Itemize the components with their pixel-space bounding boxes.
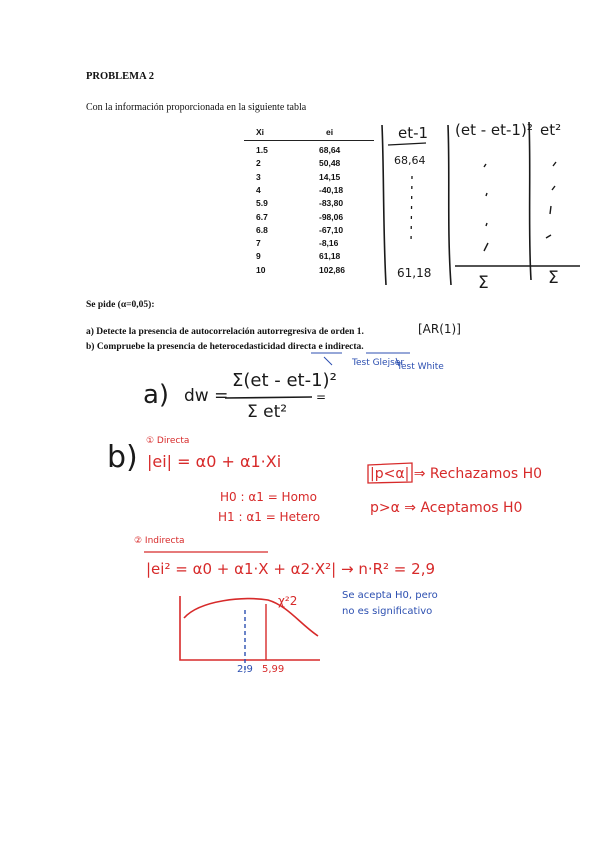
cell-xi: 6.8 xyxy=(256,224,268,235)
cell-xi: 7 xyxy=(256,238,261,249)
ar1-note: [AR(1)] xyxy=(418,322,461,336)
cell-ei: -67,10 xyxy=(319,224,344,235)
table-row xyxy=(244,225,374,237)
et1-column-header: et-1 xyxy=(398,124,429,142)
chi-square-label: χ²2 xyxy=(278,594,298,608)
cell-xi: 5.9 xyxy=(256,198,268,209)
critical-value-observed: 2,9 xyxy=(237,664,253,675)
cell-xi: 6.7 xyxy=(256,211,268,222)
cell-ei: 50,48 xyxy=(319,158,341,169)
table-row xyxy=(244,198,374,210)
white-equation: |ei² = α0 + α1·X + α2·X²| → n·R² = 2,9 xyxy=(146,560,435,578)
cell-ei: -98,06 xyxy=(319,211,344,222)
conclusion-line-1: Se acepta H0, pero xyxy=(342,590,438,601)
null-hypothesis: H0 : α1 = Homo xyxy=(220,490,317,504)
reject-rule: |p<α| ⇒ Rechazamos H0 xyxy=(370,466,543,482)
cell-ei: 61,18 xyxy=(319,251,341,262)
glejser-test-label: Test Glejser xyxy=(352,358,405,368)
cell-xi: 2 xyxy=(256,158,261,169)
dw-equals: = xyxy=(316,390,327,404)
cell-xi: 1.5 xyxy=(256,145,268,155)
problem-title: PROBLEMA 2 xyxy=(86,71,154,82)
part-b-label: b) xyxy=(107,440,138,475)
sigma-diff: Σ xyxy=(478,273,489,293)
question-a: a) Detecte la presencia de autocorrelación autorregresiva de orden 1. xyxy=(86,327,364,337)
table-row xyxy=(244,185,374,197)
dw-denominator: Σ et² xyxy=(247,402,288,422)
glejser-equation: |ei| = α0 + α1·Xi xyxy=(147,452,282,471)
cell-ei: -40,18 xyxy=(319,184,344,195)
table-row xyxy=(244,212,374,224)
diff-squared-column-header: (et - et-1)² xyxy=(455,121,533,139)
header-xi: Xi xyxy=(256,127,265,137)
alpha-note: Se pide (α=0,05): xyxy=(86,300,155,310)
question-b: b) Compruebe la presencia de heterocedasticidad directa e indirecta. xyxy=(86,342,364,352)
cell-xi: 4 xyxy=(256,184,261,195)
dw-symbol: dw = xyxy=(184,386,229,406)
cell-ei: 68,64 xyxy=(319,145,341,155)
alt-hypothesis: H1 : α1 = Hetero xyxy=(218,510,321,524)
cell-ei: 14,15 xyxy=(319,171,341,182)
header-ei: ei xyxy=(326,127,334,137)
accept-rule: p>α ⇒ Aceptamos H0 xyxy=(370,500,523,516)
cell-ei: -83,80 xyxy=(319,198,344,209)
header-rule xyxy=(244,140,374,141)
cell-xi: 3 xyxy=(256,171,261,182)
sigma-et2: Σ xyxy=(548,268,559,288)
direct-tag: ① Directa xyxy=(146,436,190,446)
white-test-label: Test White xyxy=(397,362,444,372)
problem-intro: Con la información proporcionada en la siguiente tabla xyxy=(86,102,307,113)
cell-xi: 9 xyxy=(256,251,261,262)
table-row xyxy=(244,238,374,250)
critical-value-table: 5,99 xyxy=(262,664,285,675)
conclusion-line-2: no es significativo xyxy=(342,606,433,617)
table-row xyxy=(244,172,374,184)
cell-ei: -8,16 xyxy=(319,238,339,249)
table-row xyxy=(244,145,374,157)
et1-first-value: 68,64 xyxy=(394,154,426,167)
cell-xi: 10 xyxy=(256,264,266,275)
table-row xyxy=(244,251,374,263)
et1-last-value: 61,18 xyxy=(397,266,432,280)
dw-numerator: Σ(et - et-1)² xyxy=(232,370,337,391)
table-row xyxy=(244,265,374,277)
table-row xyxy=(244,158,374,170)
indirect-tag: ② Indirecta xyxy=(134,536,185,546)
et2-column-header: et² xyxy=(540,121,562,139)
part-a-label: a) xyxy=(143,380,170,410)
cell-ei: 102,86 xyxy=(319,264,345,275)
